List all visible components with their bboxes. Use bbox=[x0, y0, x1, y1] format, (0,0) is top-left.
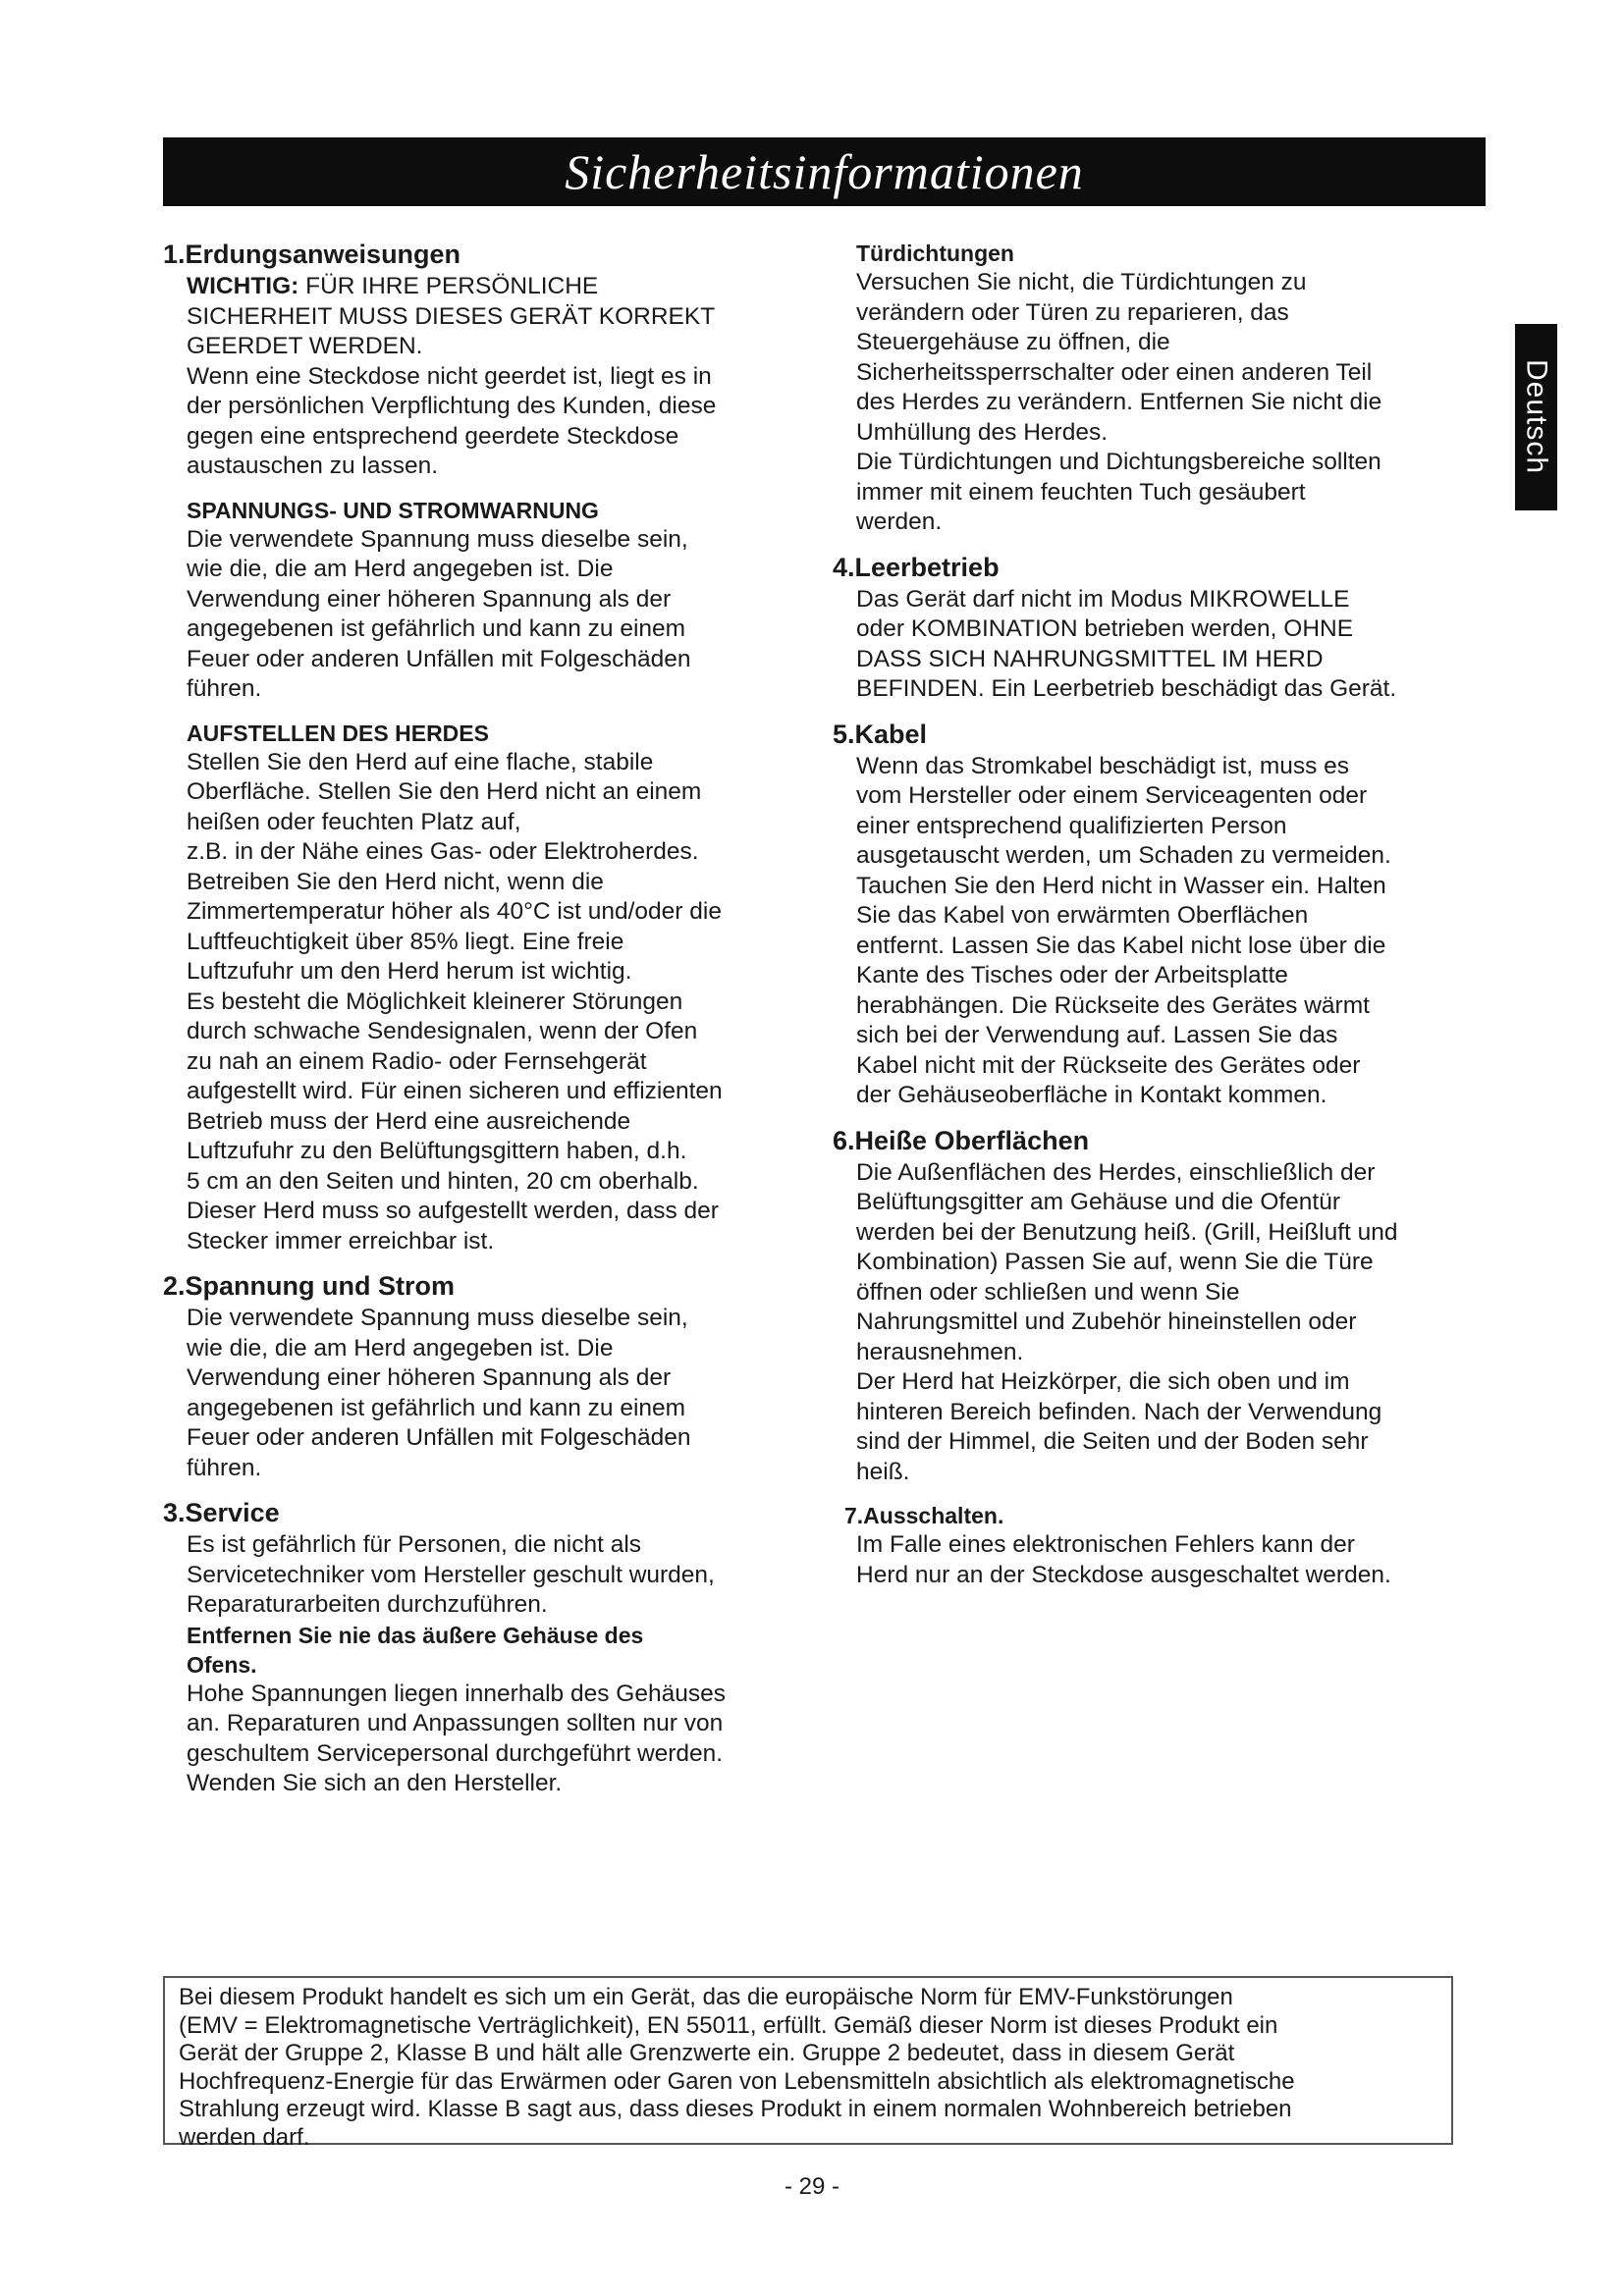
section-body bbox=[163, 1530, 811, 1799]
body-line: immer mit einem feuchten Tuch gesäubert bbox=[856, 478, 1306, 506]
body-line: Das Gerät darf nicht im Modus MIKROWELLE bbox=[856, 585, 1350, 613]
body-line: Betrieb muss der Herd eine ausreichende bbox=[187, 1107, 631, 1135]
body-line: Luftfeuchtigkeit über 85% liegt. Eine freie bbox=[187, 928, 624, 955]
body-line: Luftzufuhr zu den Belüftungsgittern haben, d.h. bbox=[187, 1138, 687, 1164]
body-line: Hohe Spannungen liegen innerhalb des Gehäuses bbox=[187, 1680, 726, 1707]
emv-note-box bbox=[163, 1976, 1453, 2151]
body-line: durch schwache Sendesignalen, wenn der Ofen bbox=[187, 1018, 698, 1044]
title-banner bbox=[163, 137, 1486, 206]
body-line: verändern oder Türen zu reparieren, das bbox=[856, 298, 1289, 326]
section-erdungsanweisungen bbox=[163, 239, 811, 482]
section-body bbox=[163, 272, 811, 482]
subsection-heading: AUFSTELLEN DES HERDES bbox=[187, 720, 489, 746]
body-line: zu nah an einem Radio- oder Fernsehgerät bbox=[187, 1047, 647, 1075]
section-heading: 1.Erdungsanweisungen bbox=[163, 240, 461, 269]
body-line: Tauchen Sie den Herd nicht in Wasser ein. Halten bbox=[856, 872, 1386, 899]
right-column bbox=[833, 239, 1494, 1604]
bold-warning-line: Ofens. bbox=[187, 1651, 257, 1678]
section-heading: 2.Spannung und Strom bbox=[163, 1271, 455, 1301]
section-heading: 3.Service bbox=[163, 1498, 280, 1527]
section-heading: 7.Ausschalten. bbox=[844, 1503, 1004, 1528]
body-line: Dieser Herd muss so aufgestellt werden, dass der bbox=[187, 1198, 719, 1224]
body-line: angegebenen ist gefährlich und kann zu einem bbox=[187, 1394, 686, 1421]
page-number: - 29 - bbox=[784, 2173, 839, 2200]
body-line: vom Hersteller oder einem Serviceagenten oder bbox=[856, 782, 1368, 809]
body-line: Im Falle eines elektronischen Fehlers kann der bbox=[856, 1531, 1355, 1558]
body-line: heißen oder feuchten Platz auf, bbox=[187, 808, 521, 835]
body-line: Betreiben Sie den Herd nicht, wenn die bbox=[187, 868, 604, 895]
body-line: Feuer oder anderen Unfällen mit Folgeschäden bbox=[187, 1424, 691, 1451]
body-line: Wenn eine Steckdose nicht geerdet ist, liegt es in bbox=[187, 362, 712, 390]
body-line: austauschen zu lassen. bbox=[187, 453, 439, 479]
body-line: des Herdes zu verändern. Entfernen Sie nicht die bbox=[856, 389, 1382, 415]
body-line: Nahrungsmittel und Zubehör hineinstellen oder bbox=[856, 1308, 1357, 1335]
body-line: einer entsprechend qualifizierten Person bbox=[856, 812, 1287, 839]
note-line: Strahlung erzeugt wird. Klasse B sagt aus, dass dieses Produkt in einem normalen Wohnbereich betrieben bbox=[179, 2096, 1292, 2122]
body-line: sich bei der Verwendung auf. Lassen Sie das bbox=[856, 1022, 1338, 1048]
body-line: sind der Himmel, die Seiten und der Boden sehr bbox=[856, 1428, 1369, 1455]
section-heading: 6.Heiße Oberflächen bbox=[833, 1125, 1090, 1155]
left-column bbox=[163, 239, 811, 1813]
body-line: Die Türdichtungen und Dichtungsbereiche sollten bbox=[856, 449, 1381, 475]
body-line: BEFINDEN. Ein Leerbetrieb beschädigt das Gerät. bbox=[856, 675, 1397, 702]
section-heading: 5.Kabel bbox=[833, 719, 928, 749]
note-line: Gerät der Gruppe 2, Klasse B und hält alle Grenzwerte ein. Gruppe 2 bedeutet, dass in diesem Gerät bbox=[179, 2040, 1235, 2066]
body-line: Steuergehäuse zu öffnen, die bbox=[856, 329, 1170, 355]
body-line: herabhängen. Die Rückseite des Gerätes wärmt bbox=[856, 991, 1370, 1019]
body-line: Kombination) Passen Sie auf, wenn Sie die Türe bbox=[856, 1249, 1374, 1275]
section-tuerdichtungen bbox=[856, 239, 1494, 538]
wichtig-line-2: SICHERHEIT MUSS DIESES GERÄT KORREKT bbox=[187, 302, 716, 330]
body-line: ausgetauscht werden, um Schaden zu vermeiden. bbox=[856, 842, 1391, 869]
body-line: Kabel nicht mit der Rückseite des Gerätes oder bbox=[856, 1051, 1361, 1079]
body-line: Die verwendete Spannung muss dieselbe sein, bbox=[187, 525, 688, 553]
body-line: werden bei der Benutzung heiß. (Grill, Heißluft und bbox=[856, 1218, 1398, 1246]
section-ausschalten bbox=[844, 1501, 1494, 1590]
section-heading: 4.Leerbetrieb bbox=[833, 552, 1000, 582]
body-line: Die verwendete Spannung muss dieselbe sein, bbox=[187, 1305, 688, 1331]
body-line: Verwendung einer höheren Spannung als der bbox=[187, 1364, 672, 1391]
body-line: wie die, die am Herd angegeben ist. Die bbox=[187, 1334, 614, 1362]
section-body bbox=[163, 1304, 811, 1483]
body-line: DASS SICH NAHRUNGSMITTEL IM HERD bbox=[856, 645, 1324, 672]
body-line: werden. bbox=[856, 508, 943, 535]
body-line: führen. bbox=[187, 675, 262, 702]
bold-warning-line: Entfernen Sie nie das äußere Gehäuse des bbox=[187, 1622, 644, 1648]
body-line: Verwendung einer höheren Spannung als der bbox=[187, 585, 672, 613]
body-line: aufgestellt wird. Für einen sicheren und effizienten bbox=[187, 1078, 723, 1104]
section-kabel bbox=[833, 719, 1494, 1111]
body-line: Zimmertemperatur höher als 40°C ist und/oder die bbox=[187, 898, 722, 925]
page-title: Sicherheitsinformationen bbox=[565, 144, 1084, 199]
section-spannung-strom bbox=[163, 1270, 811, 1483]
body-line: Wenn das Stromkabel beschädigt ist, muss es bbox=[856, 752, 1350, 779]
body-line: Herd nur an der Steckdose ausgeschaltet werden. bbox=[856, 1561, 1391, 1588]
body-line: z.B. in der Nähe eines Gas- oder Elektroherdes. bbox=[187, 838, 699, 865]
body-line: Servicetechniker vom Hersteller geschult wurden, bbox=[187, 1561, 715, 1588]
language-tab-label: Deutsch bbox=[1520, 359, 1553, 475]
body-line: Feuer oder anderen Unfällen mit Folgeschäden bbox=[187, 645, 691, 672]
body-line: Belüftungsgitter am Gehäuse und die Ofentür bbox=[856, 1189, 1341, 1215]
body-line: angegebenen ist gefährlich und kann zu einem bbox=[187, 615, 686, 642]
body-line: Luftzufuhr um den Herd herum ist wichtig. bbox=[187, 958, 632, 985]
body-line: führen. bbox=[187, 1454, 262, 1481]
section-body bbox=[833, 752, 1494, 1111]
body-line: oder KOMBINATION betrieben werden, OHNE bbox=[856, 615, 1354, 642]
body-line: Versuchen Sie nicht, die Türdichtungen zu bbox=[856, 269, 1307, 295]
body-line: öffnen oder schließen und wenn Sie bbox=[856, 1278, 1240, 1306]
body-line: hinteren Bereich befinden. Nach der Verwendung bbox=[856, 1398, 1382, 1425]
body-line: wie die, die am Herd angegeben ist. Die bbox=[187, 556, 614, 582]
body-line: herausnehmen. bbox=[856, 1338, 1024, 1365]
section-aufstellen bbox=[163, 719, 811, 1257]
body-line: Die Außenflächen des Herdes, einschließlich der bbox=[856, 1158, 1376, 1186]
note-line: (EMV = Elektromagnetische Verträglichkeit), EN 55011, erfüllt. Gemäß dieser Norm ist dieses Produkt ein bbox=[179, 2011, 1278, 2039]
body-line: an. Reparaturen und Anpassungen sollten nur von bbox=[187, 1710, 724, 1736]
subsection-heading: SPANNUNGS- UND STROMWARNUNG bbox=[187, 497, 599, 523]
body-line: Es besteht die Möglichkeit kleinerer Störungen bbox=[187, 988, 683, 1015]
note-line: Hochfrequenz-Energie für das Erwärmen oder Garen von Lebensmitteln absichtlich als elektromagnetische bbox=[179, 2067, 1295, 2095]
language-tab bbox=[1515, 324, 1557, 510]
body-line: geschultem Servicepersonal durchgeführt werden. bbox=[187, 1739, 724, 1767]
body-line: Oberfläche. Stellen Sie den Herd nicht an einem bbox=[187, 778, 702, 805]
section-spannungs-warnung bbox=[163, 496, 811, 705]
body-line: Reparaturarbeiten durchzuführen. bbox=[187, 1591, 548, 1618]
section-body bbox=[833, 1158, 1494, 1488]
body-line: 5 cm an den Seiten und hinten, 20 cm oberhalb. bbox=[187, 1167, 699, 1195]
body-line: heiß. bbox=[856, 1458, 910, 1485]
wichtig-line-3: GEERDET WERDEN. bbox=[187, 333, 423, 359]
wichtig-text: FÜR IHRE PERSÖNLICHE bbox=[298, 273, 599, 299]
section-leerbetrieb bbox=[833, 552, 1494, 705]
note-line: werden darf. bbox=[179, 2123, 310, 2151]
body-line: Stellen Sie den Herd auf eine flache, stabile bbox=[187, 748, 654, 775]
body-line: Sie das Kabel von erwärmten Oberflächen bbox=[856, 902, 1309, 929]
note-line: Bei diesem Produkt handelt es sich um ein Gerät, das die europäische Norm für EMV-Funkstörungen bbox=[179, 1984, 1233, 2010]
body-line: Der Herd hat Heizkörper, die sich oben und im bbox=[856, 1368, 1350, 1395]
wichtig-label: WICHTIG: bbox=[187, 273, 299, 299]
body-line: Umhüllung des Herdes. bbox=[856, 418, 1109, 446]
section-body bbox=[833, 585, 1494, 705]
body-line: Es ist gefährlich für Personen, die nicht als bbox=[187, 1531, 642, 1558]
body-line: der Gehäuseoberfläche in Kontakt kommen. bbox=[856, 1082, 1327, 1108]
body-line: gegen eine entsprechend geerdete Steckdose bbox=[187, 422, 679, 450]
body-line: Kante des Tisches oder der Arbeitsplatte bbox=[856, 962, 1288, 988]
body-line: entfernt. Lassen Sie das Kabel nicht lose über die bbox=[856, 932, 1386, 959]
body-line: der persönlichen Verpflichtung des Kunden, diese bbox=[187, 393, 717, 419]
section-heisse-oberflaechen bbox=[833, 1125, 1494, 1488]
body-line: Sicherheitssperrschalter oder einen anderen Teil bbox=[856, 358, 1373, 386]
subsection-heading: Türdichtungen bbox=[856, 240, 1014, 266]
body-line: Stecker immer erreichbar ist. bbox=[187, 1227, 495, 1255]
wichtig-line-1 bbox=[187, 272, 811, 302]
section-service bbox=[163, 1497, 811, 1799]
body-line: Wenden Sie sich an den Hersteller. bbox=[187, 1770, 563, 1796]
